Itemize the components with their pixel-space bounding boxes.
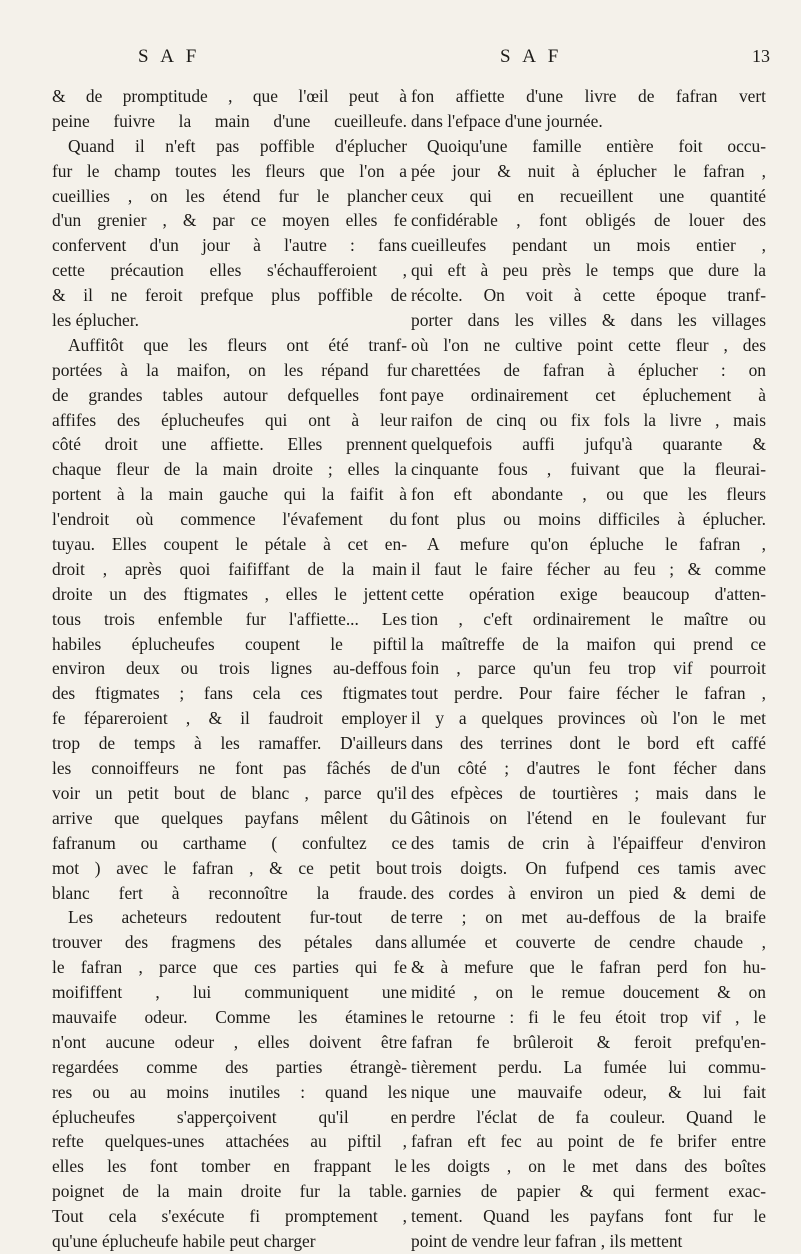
running-header-left: S A F — [138, 46, 201, 67]
text-line: dans des terrines dont le bord eft caffé — [411, 733, 766, 754]
text-line: affifes des éplucheufes qui ont à leur — [52, 409, 407, 430]
text-line: fon eft abondante , ou que les fleurs — [411, 484, 766, 505]
text-line: environ deux ou trois lignes au-deffous — [52, 658, 407, 679]
text-line: des cordes à environ un pied & demi de — [411, 882, 766, 903]
text-line: il y a quelques provinces où l'on le met — [411, 708, 766, 729]
text-line: arrive que quelques payfans mêlent du — [52, 807, 407, 828]
text-line: refte quelques-unes attachées au piftil , — [52, 1131, 407, 1152]
running-header-right: S A F — [500, 46, 563, 67]
text-line: quelquefois auffi jufqu'à quarante & — [411, 434, 766, 455]
text-line: res ou au moins inutiles : quand les — [52, 1081, 407, 1102]
text-line: regardées comme des parties étrangè- — [52, 1056, 407, 1077]
text-line: Les acheteurs redoutent fur-tout de — [68, 907, 407, 928]
text-line: trouver des fragmens des pétales dans — [52, 932, 407, 953]
text-line: il faut le faire fécher au feu ; & comme — [411, 558, 766, 579]
text-line: & à mefure que le fafran perd fon hu- — [411, 957, 766, 978]
text-line: l'endroit où commence l'évafement du — [52, 509, 407, 530]
text-line: tout perdre. Pour faire fécher le fafran , — [411, 683, 766, 704]
text-line: tièrement perdu. La fumée lui commu- — [411, 1056, 766, 1077]
text-line: des efpèces de tourtières ; mais dans le — [411, 782, 766, 803]
text-line: qui eft à peu près le temps que dure la — [411, 260, 766, 281]
text-line: pée jour & nuit à éplucher le fafran , — [411, 160, 766, 181]
text-line: confervent d'un jour à l'autre : fans — [52, 235, 407, 256]
text-line: poignet de la main droite fur la table. — [52, 1181, 407, 1202]
text-line: droit , après quoi faififfant de la main — [52, 558, 407, 579]
text-line: point de vendre leur fafran , ils mettent — [411, 1230, 683, 1251]
text-line: cette opération exige beaucoup d'atten- — [411, 583, 766, 604]
text-line: allumée et couverte de cendre chaude , — [411, 932, 766, 953]
text-line: blanc fert à reconnoître la fraude. — [52, 882, 407, 903]
text-line: paye ordinairement cet épluchement à — [411, 384, 766, 405]
text-line: le fafran , parce que ces parties qui fe — [52, 957, 407, 978]
text-line: midité , on le remue doucement & on — [411, 982, 766, 1003]
text-line: Quoiqu'une famille entière foit occu- — [427, 135, 766, 156]
text-line: Gâtinois on l'étend en le foulevant fur — [411, 807, 766, 828]
text-line: fur le champ toutes les fleurs que l'on a — [52, 160, 407, 181]
text-line: fafran fe brûleroit & feroit prefqu'en- — [411, 1031, 766, 1052]
text-line: charettées de fafran à éplucher : on — [411, 359, 766, 380]
right-text-column — [411, 84, 766, 1254]
text-line: qu'une éplucheufe habile peut charger — [52, 1230, 316, 1251]
text-line: récolte. On voit à cette époque tranf- — [411, 285, 766, 306]
text-line: confidérable , font obligés de louer des — [411, 210, 766, 231]
text-line: voir un petit bout de blanc , parce qu'il — [52, 782, 407, 803]
text-line: garnies de papier & qui ferment exac- — [411, 1181, 766, 1202]
text-line: dans l'efpace d'une journée. — [411, 110, 603, 131]
text-line: des tamis de crin à l'épaiffeur d'environ — [411, 832, 766, 853]
text-line: côté droit une affiette. Elles prennent — [52, 434, 407, 455]
text-line: les éplucher. — [52, 310, 139, 331]
text-line: raifon de cinq ou fix fols la livre , mais — [411, 409, 766, 430]
text-line: foin , parce qu'un feu trop vif pourroit — [411, 658, 766, 679]
text-line: éplucheufes s'apperçoivent qu'il en — [52, 1106, 407, 1127]
left-text-column — [52, 84, 407, 1254]
text-line: habiles éplucheufes coupent le piftil — [52, 633, 407, 654]
text-line: cinquante fous , fuivant que la fleurai- — [411, 459, 766, 480]
page-number: 13 — [752, 46, 770, 66]
text-line: droite un des ftigmates , elles le jettent — [52, 583, 407, 604]
text-line: A mefure qu'on épluche le fafran , — [427, 534, 766, 555]
text-line: perdre l'éclat de fa couleur. Quand le — [411, 1106, 766, 1127]
text-line: la maîtreffe de la maifon qui prend ce — [411, 633, 766, 654]
text-line: ceux qui en recueillent une quantité — [411, 185, 766, 206]
text-line: fon affiette d'une livre de fafran vert — [411, 86, 766, 106]
text-line: peine fuivre la main d'une cueilleufe. — [52, 110, 407, 131]
text-line: fe fépareroient , & il faudroit employer — [52, 708, 407, 729]
text-line: porter dans les villes & dans les villages — [411, 310, 766, 331]
text-line: & de promptitude , que l'œil peut à — [52, 86, 407, 106]
text-line: nique une mauvaife odeur, & lui fait — [411, 1081, 766, 1102]
text-line: où l'on ne cultive point cette fleur , des — [411, 334, 766, 355]
text-line: tuyau. Elles coupent le pétale à cet en- — [52, 534, 407, 555]
text-line: elles les font tomber en frappant le — [52, 1156, 407, 1177]
text-line: d'un côté ; d'autres le font fécher dans — [411, 758, 766, 779]
text-line: tement. Quand les payfans font fur le — [411, 1206, 766, 1227]
text-line: des ftigmates ; fans cela ces ftigmates — [52, 683, 407, 704]
text-line: les connoiffeurs ne font pas fâchés de — [52, 758, 407, 779]
text-line: le retourne : fi le feu étoit trop vif , le — [411, 1006, 766, 1027]
text-line: tion , c'eft ordinairement le maître ou — [411, 608, 766, 629]
text-line: tous trois enfemble fur l'affiette... Les — [52, 608, 407, 629]
text-line: fafranum ou carthame ( confultez ce — [52, 832, 407, 853]
text-line: cueilleufes pendant un mois entier , — [411, 235, 766, 256]
text-line: trop de temps à les ramaffer. D'ailleurs — [52, 733, 407, 754]
text-line: n'ont aucune odeur , elles doivent être — [52, 1031, 407, 1052]
text-line: trois doigts. On fufpend ces tamis avec — [411, 857, 766, 878]
text-line: Auffitôt que les fleurs ont été tranf- — [68, 334, 407, 355]
text-line: font plus ou moins difficiles à éplucher. — [411, 509, 766, 530]
text-line: moififfent , lui communiquent une — [52, 982, 407, 1003]
text-line: Tout cela s'exécute fi promptement , — [52, 1206, 407, 1227]
text-line: chaque fleur de la main droite ; elles la — [52, 459, 407, 480]
text-line: & il ne feroit prefque plus poffible de — [52, 285, 407, 306]
text-line: cueillies , on les étend fur le plancher — [52, 185, 407, 206]
text-line: portées à la maifon, on les répand fur — [52, 359, 407, 380]
text-line: mauvaife odeur. Comme les étamines — [52, 1006, 407, 1027]
text-line: les doigts , on le met dans des boîtes — [411, 1156, 766, 1177]
text-line: mot ) avec le fafran , & ce petit bout — [52, 857, 407, 878]
text-line: terre ; on met au-deffous de la braife — [411, 907, 766, 928]
text-line: de grandes tables autour defquelles font — [52, 384, 407, 405]
text-line: Quand il n'eft pas poffible d'éplucher — [68, 135, 407, 156]
text-line: d'un grenier , & par ce moyen elles fe — [52, 210, 407, 231]
text-line: portent à la main gauche qui la faifit à — [52, 484, 407, 505]
text-line: cette précaution elles s'échaufferoient , — [52, 260, 407, 281]
text-line: fafran eft fec au point de fe brifer entre — [411, 1131, 766, 1152]
